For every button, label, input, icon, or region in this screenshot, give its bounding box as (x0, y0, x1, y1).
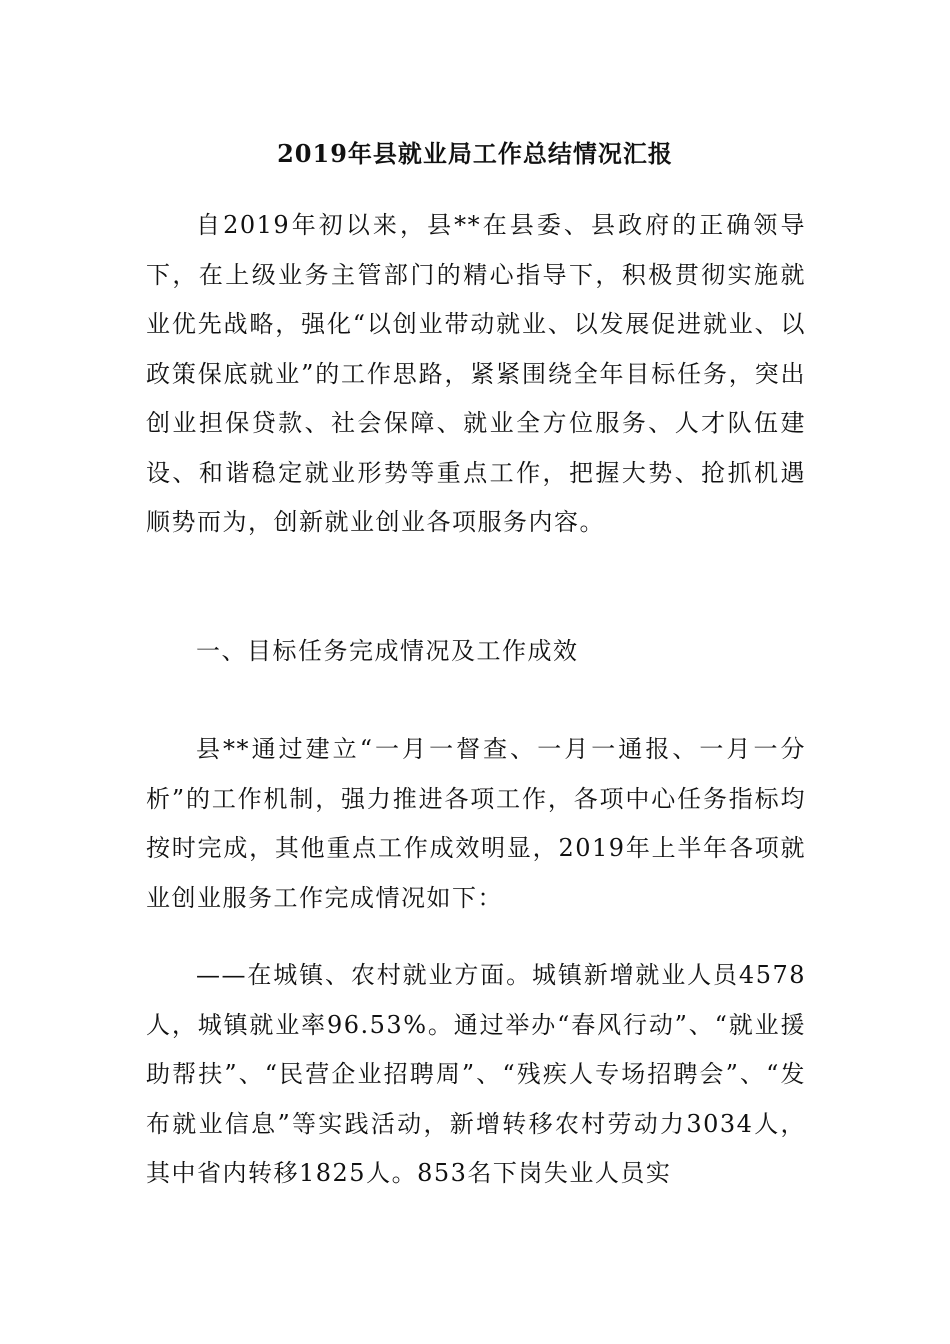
employment-paragraph: ——在城镇、农村就业方面。城镇新增就业人员4578人，城镇就业率96.53%。通过举办“春风行动”、“就业援助帮扶”、“民营企业招聘周”、“残疾人专场招聘会”、“发布就业信息”等实践活动，新增转移农村劳动力3034人，其中省内转移1825人。853名下岗失业人员实 (146, 961, 806, 1187)
document-title: 2019年县就业局工作总结情况汇报 (277, 139, 673, 168)
section-heading: 一、目标任务完成情况及工作成效 (196, 637, 579, 665)
intro-paragraph: 自2019年初以来，县**在县委、县政府的正确领导下，在上级业务主管部门的精心指导下，积极贯彻实施就业优先战略，强化“以创业带动就业、以发展促进就业、以政策保底就业”的工作思路，紧紧围绕全年目标任务，突出创业担保贷款、社会保障、就业全方位服务、人才队伍建设、和谐稳定就业形势等重点工作，把握大势、抢抓机遇顺势而为，创新就业创业各项服务内容。 (146, 211, 806, 536)
work-mechanism-paragraph: 县**通过建立“一月一督查、一月一通报、一月一分析”的工作机制，强力推进各项工作，各项中心任务指标均按时完成，其他重点工作成效明显，2019年上半年各项就业创业服务工作完成情况如下： (146, 735, 806, 912)
